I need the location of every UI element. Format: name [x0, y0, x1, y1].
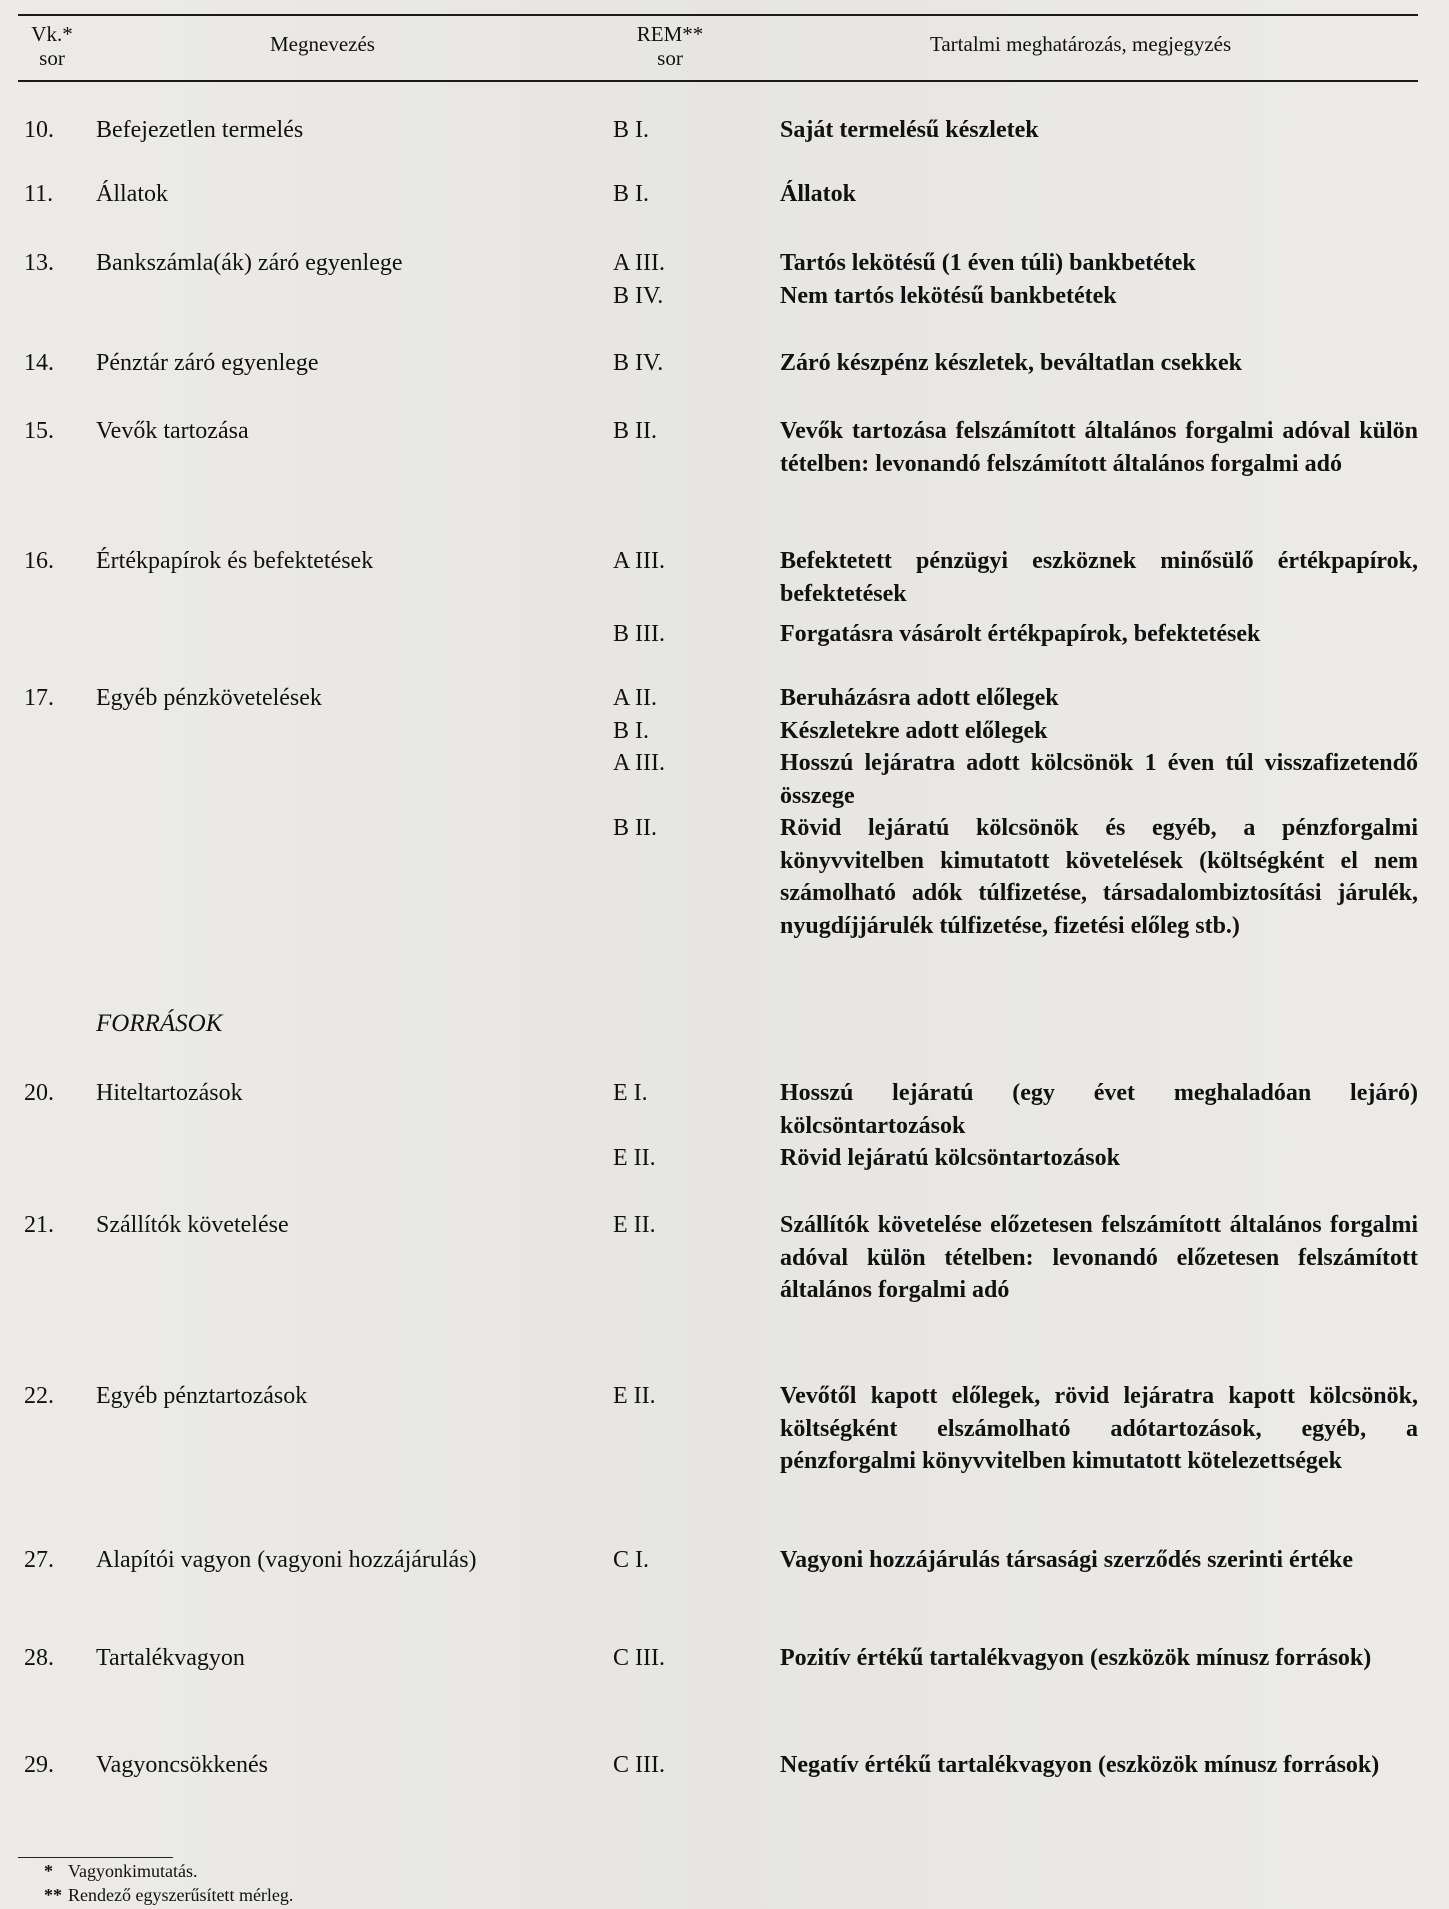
row-number: 14.	[24, 350, 54, 376]
header-rem-sor-label: sor	[657, 46, 683, 70]
rem-code: B II.	[613, 815, 657, 841]
row-name: Pénztár záró egyenlege	[96, 350, 319, 376]
row-entries	[0, 178, 1449, 211]
row-entry	[0, 114, 1449, 147]
content-description: Rövid lejáratú kölcsönök és egyéb, a pénzforgalmi könyvvitelben kimutatott követelések (költségként el nem számolható adók túlfizetése, társadalombiztosítási járulék, nyugdíjjárulék túlfizetése, fizetési előleg stb.)	[780, 815, 1418, 939]
row-number: 28.	[24, 1645, 54, 1671]
row-entries	[0, 347, 1449, 380]
footnote-1	[44, 1860, 197, 1882]
table-top-rule	[18, 14, 1418, 16]
rem-code: B I.	[613, 717, 649, 744]
row-name: Bankszámla(ák) záró egyenlege	[96, 250, 403, 276]
content-description: Rövid lejáratú kölcsöntartozások	[780, 1145, 1120, 1171]
row-name: Befejezetlen termelés	[96, 117, 304, 143]
row-name: Egyéb pénztartozások	[96, 1383, 308, 1409]
row-entries	[0, 1380, 1449, 1478]
row-entry	[0, 1077, 1449, 1142]
row-number: 13.	[24, 250, 54, 276]
row-number: 27.	[24, 1547, 54, 1573]
row-number: 11.	[24, 181, 54, 207]
row-number: 21.	[24, 1212, 54, 1238]
content-description: Pozitív értékű tartalékvagyon (eszközök mínusz források)	[780, 1645, 1372, 1671]
rem-code: E II.	[613, 1383, 656, 1409]
header-tartalmi: Tartalmi meghatározás, megjegyzés	[930, 32, 1232, 56]
row-entry	[0, 715, 1449, 748]
row-number: 10.	[24, 117, 54, 143]
header-rem-label: REM**	[636, 22, 704, 46]
rem-code: B III.	[613, 621, 665, 647]
row-entry	[0, 415, 1449, 480]
content-description: Záró készpénz készletek, beváltatlan csekkek	[780, 350, 1242, 376]
rem-code: B II.	[613, 418, 657, 444]
row-entry	[0, 1209, 1449, 1307]
row-entry	[0, 747, 1449, 812]
rem-code: A II.	[613, 685, 657, 711]
rem-code: B IV.	[613, 350, 664, 376]
rem-code: C I.	[613, 1547, 649, 1573]
content-description: Forgatásra vásárolt értékpapírok, befektetések	[780, 621, 1261, 647]
header-vk-label: Vk.*	[31, 22, 73, 46]
row-name: Szállítók követelése	[96, 1212, 289, 1238]
rem-code: C III.	[613, 1645, 665, 1671]
content-description: Szállítók követelése előzetesen felszámított általános forgalmi adóval külön tételben: levonandó előzetesen felszámított általános forgalmi adó	[780, 1212, 1418, 1303]
row-entries	[0, 1077, 1449, 1175]
section-title-forrasok: FORRÁSOK	[96, 1010, 223, 1037]
row-entry	[0, 1142, 1449, 1175]
row-entry	[0, 545, 1449, 610]
row-entry	[0, 618, 1449, 651]
row-number: 20.	[24, 1080, 54, 1106]
row-name: Értékpapírok és befektetések	[96, 548, 374, 574]
row-entries	[0, 1544, 1449, 1577]
row-entries	[0, 682, 1449, 942]
rem-code: C III.	[613, 1752, 665, 1778]
rem-code: A III.	[613, 548, 665, 574]
row-entries	[0, 545, 1449, 651]
row-number: 29.	[24, 1752, 54, 1778]
row-number: 22.	[24, 1383, 54, 1409]
row-name: Vevők tartozása	[96, 418, 249, 444]
content-description: Vevőtől kapott előlegek, rövid lejáratra kapott kölcsönök, költségként elszámolható adótartozások, egyéb, a pénzforgalmi könyvvitelben kimutatott kötelezettségek	[780, 1383, 1418, 1474]
rem-code: B I.	[613, 181, 649, 207]
row-entry	[0, 1380, 1449, 1478]
footnote-1-text: Vagyonkimutatás.	[68, 1861, 198, 1881]
row-entry	[0, 1544, 1449, 1577]
row-entry	[0, 1749, 1449, 1782]
row-entry	[0, 178, 1449, 211]
row-entries	[0, 1749, 1449, 1782]
content-description: Állatok	[780, 181, 857, 207]
row-entries	[0, 1642, 1449, 1675]
rem-code: A III.	[613, 750, 665, 776]
header-rem-sor	[625, 22, 715, 70]
header-vk-sor	[22, 22, 82, 70]
footnote-2-mark: **	[44, 1885, 62, 1905]
row-number: 15.	[24, 418, 54, 444]
row-entries	[0, 1209, 1449, 1307]
row-entry	[0, 347, 1449, 380]
rem-code: B IV.	[613, 282, 664, 309]
row-entry	[0, 247, 1449, 280]
row-name: Tartalékvagyon	[96, 1645, 245, 1671]
content-description: Negatív értékű tartalékvagyon (eszközök mínusz források)	[780, 1752, 1380, 1778]
rem-code: A III.	[613, 250, 665, 276]
row-name: Vagyoncsökkenés	[96, 1752, 268, 1778]
row-entry	[0, 812, 1449, 942]
rem-code: E I.	[613, 1080, 648, 1106]
table-header-rule	[18, 80, 1418, 82]
footnote-rule	[18, 1857, 173, 1858]
row-entry	[0, 1642, 1449, 1675]
content-description: Vevők tartozása felszámított általános forgalmi adóval külön tételben: levonandó felszámított általános forgalmi adó	[780, 418, 1418, 477]
row-name: Hiteltartozások	[96, 1080, 243, 1106]
content-description: Nem tartós lekötésű bankbetétek	[780, 282, 1117, 309]
header-megnevezes: Megnevezés	[270, 32, 375, 56]
rem-code: B I.	[613, 117, 649, 143]
content-description: Tartós lekötésű (1 éven túli) bankbetétek	[780, 250, 1196, 276]
row-entry	[0, 280, 1449, 313]
row-entry	[0, 682, 1449, 715]
content-description: Hosszú lejáratú (egy évet meghaladóan lejáró) kölcsöntartozások	[780, 1080, 1418, 1139]
footnote-1-mark: *	[44, 1861, 53, 1881]
rem-code: E II.	[613, 1145, 656, 1171]
content-description: Beruházásra adott előlegek	[780, 685, 1059, 711]
content-description: Befektetett pénzügyi eszköznek minősülő értékpapírok, befektetések	[780, 548, 1418, 607]
content-description: Hosszú lejáratra adott kölcsönök 1 éven túl visszafizetendő összege	[780, 750, 1418, 809]
content-description: Készletekre adott előlegek	[780, 717, 1048, 744]
row-number: 17.	[24, 685, 54, 711]
row-number: 16.	[24, 548, 54, 574]
row-entries	[0, 415, 1449, 480]
row-name: Állatok	[96, 181, 168, 207]
footnote-2-text: Rendező egyszerűsített mérleg.	[68, 1885, 294, 1905]
row-name: Egyéb pénzkövetelések	[96, 685, 322, 711]
row-name: Alapítói vagyon (vagyoni hozzájárulás)	[96, 1547, 477, 1573]
content-description: Vagyoni hozzájárulás társasági szerződés szerinti értéke	[780, 1547, 1353, 1573]
header-vk-sor-label: sor	[39, 46, 65, 70]
row-entries	[0, 247, 1449, 312]
rem-code: E II.	[613, 1212, 656, 1238]
content-description: Saját termelésű készletek	[780, 117, 1039, 143]
row-entries	[0, 114, 1449, 147]
footnote-2	[44, 1884, 293, 1906]
